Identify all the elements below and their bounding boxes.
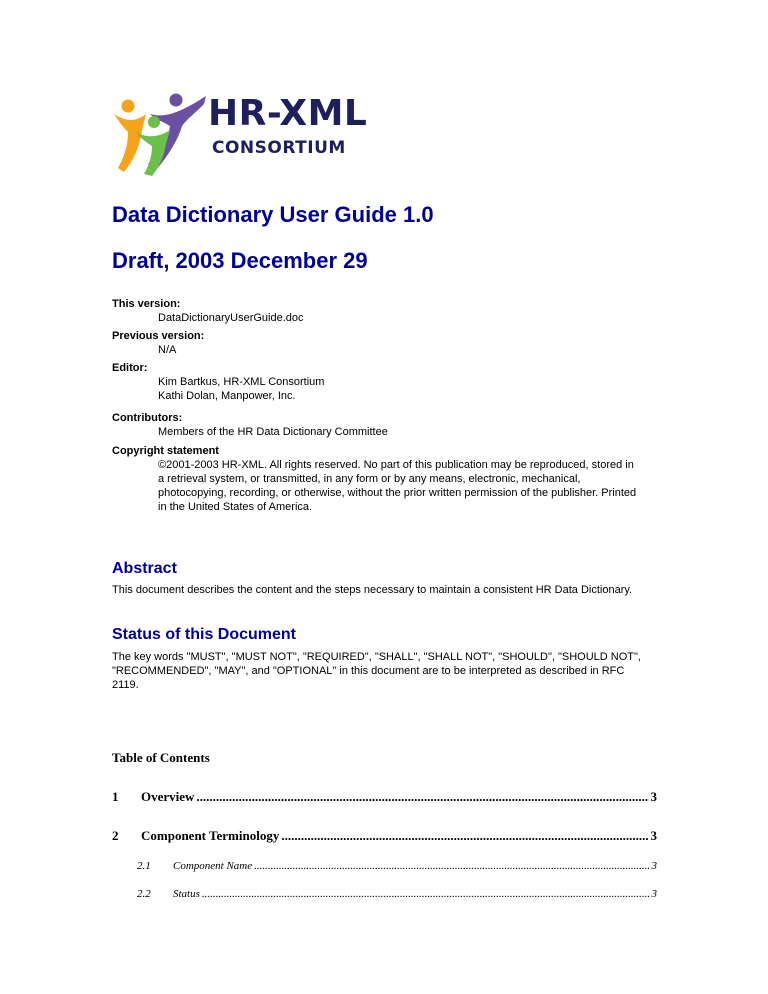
toc-entry-label: Component Terminology xyxy=(141,828,280,843)
toc-entry-page: 3 xyxy=(651,888,657,900)
people-figures-icon xyxy=(112,92,208,178)
contributors-block xyxy=(112,411,388,439)
editor-label: Editor: xyxy=(112,362,148,374)
this-version-value: DataDictionaryUserGuide.doc xyxy=(158,312,304,324)
document-subtitle: Draft, 2003 December 29 xyxy=(112,248,368,273)
toc-entry-number: 2.1 xyxy=(137,860,151,872)
status-text: The key words "MUST", "MUST NOT", "REQUIRED", "SHALL", "SHALL NOT", "SHOULD", "SHOULD NOT", "RECOMMENDED", "MAY", and "OPTIONAL" in this document are to be interpreted as described in RFC 2119. xyxy=(112,651,641,691)
toc-heading: Table of Contents xyxy=(112,750,210,765)
copyright-label: Copyright statement xyxy=(112,445,219,457)
toc-entry-number: 2 xyxy=(112,828,119,843)
toc-entry[interactable] xyxy=(112,828,657,844)
toc-entry-number: 2.2 xyxy=(137,888,151,900)
toc-entry[interactable] xyxy=(112,789,657,805)
toc-entry-page: 3 xyxy=(651,860,657,872)
hr-xml-logo xyxy=(112,92,392,178)
abstract-heading: Abstract xyxy=(112,560,177,577)
logo-title: HR-XML xyxy=(208,93,368,134)
toc-entry-page: 3 xyxy=(650,828,657,843)
previous-version-label: Previous version: xyxy=(112,330,205,342)
toc-entry-number: 1 xyxy=(112,789,119,804)
previous-version-block xyxy=(112,329,204,357)
editor-2: Kathi Dolan, Manpower, Inc. xyxy=(158,390,296,402)
copyright-block xyxy=(112,444,662,514)
toc-leader-dots xyxy=(281,828,648,844)
toc-entry-label: Status xyxy=(173,888,200,900)
toc-entry-page: 3 xyxy=(650,789,657,804)
toc-leader-dots xyxy=(254,858,649,874)
contributors-label: Contributors: xyxy=(112,412,183,424)
document-title: Data Dictionary User Guide 1.0 xyxy=(112,202,434,227)
editor-1: Kim Bartkus, HR-XML Consortium xyxy=(158,376,325,388)
toc-entry-label: Overview xyxy=(141,789,195,804)
toc-entry-label: Component Name xyxy=(173,860,253,872)
this-version-block xyxy=(112,297,304,325)
previous-version-value: N/A xyxy=(158,344,177,356)
this-version-label: This version: xyxy=(112,298,181,310)
toc-entry[interactable] xyxy=(137,886,657,902)
toc-leader-dots xyxy=(202,886,650,902)
toc-entry[interactable] xyxy=(137,858,657,874)
logo-subtitle: CONSORTIUM xyxy=(212,138,346,158)
contributors-value: Members of the HR Data Dictionary Committee xyxy=(158,426,388,438)
status-heading: Status of this Document xyxy=(112,626,297,643)
abstract-text: This document describes the content and the steps necessary to maintain a consistent HR Data Dictionary. xyxy=(112,584,633,596)
editor-block xyxy=(112,361,324,403)
copyright-text: ©2001-2003 HR-XML. All rights reserved. No part of this publication may be reproduced, stored in a retrieval system, or transmitted, in any form or by any means, electronic, mechanical, photocopying, recording, or otherwise, without the prior written permission of the publisher. Printed in the United States of America. xyxy=(158,459,637,513)
toc-leader-dots xyxy=(196,789,648,805)
